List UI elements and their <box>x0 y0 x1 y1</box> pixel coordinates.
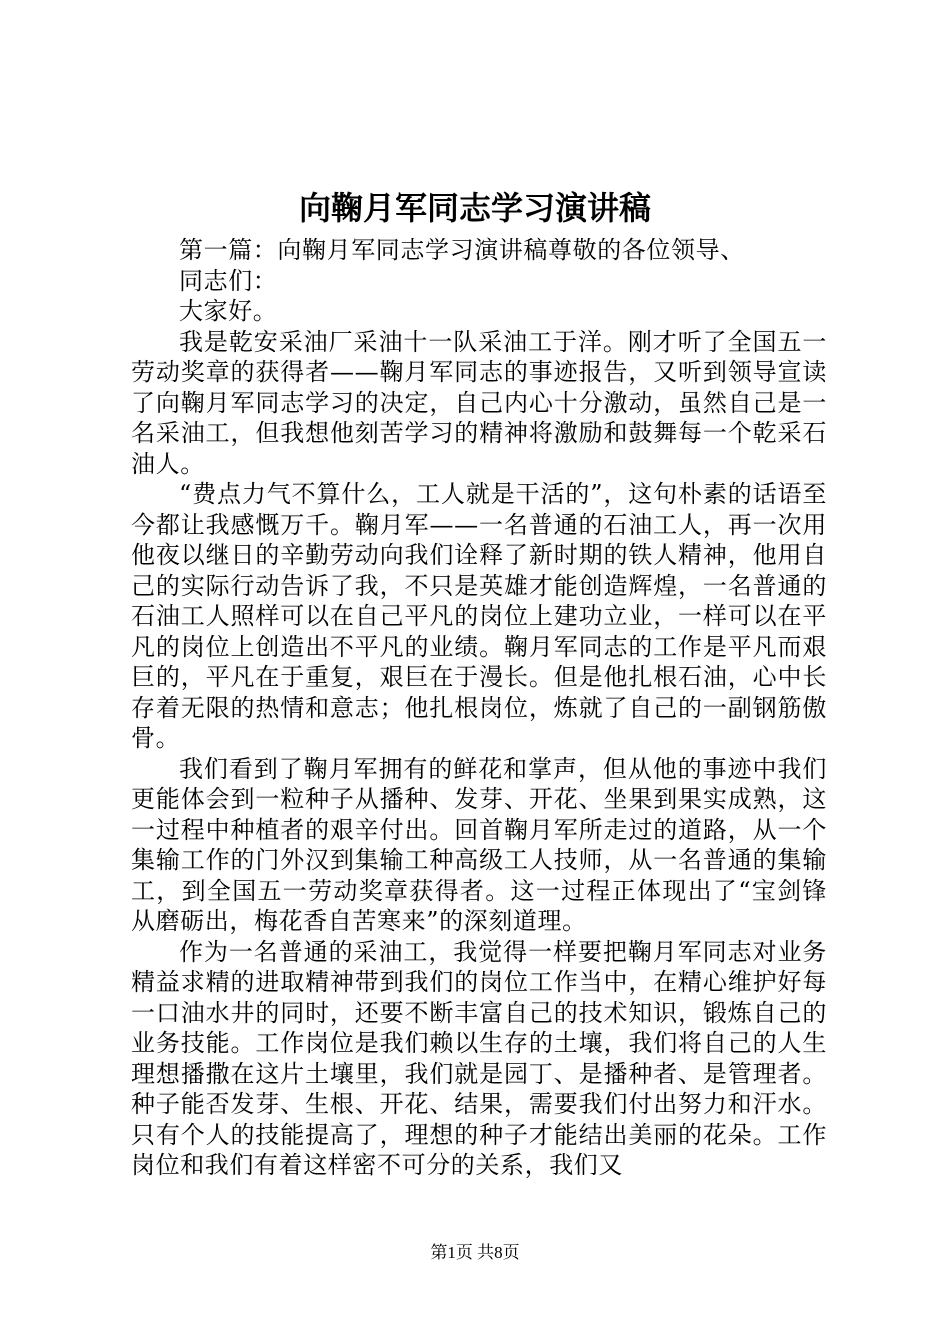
paragraph-worker: 作为一名普通的采油工，我觉得一样要把鞠月军同志对业务精益求精的进取精神带到我们的岗位工作当中，在精心维护好每一口油水井的同时，还要不断丰富自己的技术知识，锻炼自己的业务技能。工作岗位是我们赖以生存的土壤，我们将自己的人生理想播撒在这片土壤里，我们就是园丁、是播种者、是管理者。种子能否发芽、生根、开花、结果，需要我们付出努力和汗水。只有个人的技能提高了，理想的种子才能结出美丽的花朵。工作岗位和我们有着这样密不可分的关系，我们又 <box>131 937 827 1179</box>
paragraph-salutation: 同志们： <box>179 266 278 295</box>
paragraph-greeting: 大家好。 <box>179 297 278 325</box>
page-number-footer: 第1页 共8页 <box>430 1243 520 1262</box>
document-title: 向鞠月军同志学习演讲稿 <box>298 189 651 227</box>
paragraph-quote: “费点力气不算什么，工人就是干活的”，这句朴素的话语至今都让我感慨万千。鞠月军——一名普通的石油工人，再一次用他夜以继日的辛勤劳动向我们诠释了新时期的铁人精神，他用自己的实际行动告诉了我，不只是英雄才能创造辉煌，一名普通的石油工人照样可以在自己平凡的岗位上建功立业，一样可以在平凡的岗位上创造出不平凡的业绩。鞠月军同志的工作是平凡而艰巨的，平凡在于重复，艰巨在于漫长。但是他扎根石油，心中长存着无限的热情和意志；他扎根岗位，炼就了自己的一副钢筋傲骨。 <box>131 480 827 752</box>
document-body <box>131 235 827 1181</box>
paragraph-heading: 第一篇：向鞠月军同志学习演讲稿尊敬的各位领导、 <box>179 236 745 264</box>
paragraph-intro: 我是乾安采油厂采油十一队采油工于洋。刚才听了全国五一劳动奖章的获得者——鞠月军同志的事迹报告，又听到领导宣读了向鞠月军同志学习的决定，自己内心十分激动，虽然自己是一名采油工，但我想他刻苦学习的精神将激励和鼓舞每一个乾采石油人。 <box>131 327 827 478</box>
paragraph-flowers: 我们看到了鞠月军拥有的鲜花和掌声，但从他的事迹中我们更能体会到一粒种子从播种、发芽、开花、坐果到果实成熟，这一过程中种植者的艰辛付出。回首鞠月军所走过的道路，从一个集输工作的门外汉到集输工种高级工人技师，从一名普通的集输工，到全国五一劳动奖章获得者。这一过程正体现出了“宝剑锋从磨砺出，梅花香自苦寒来”的深刻道理。 <box>131 754 827 935</box>
